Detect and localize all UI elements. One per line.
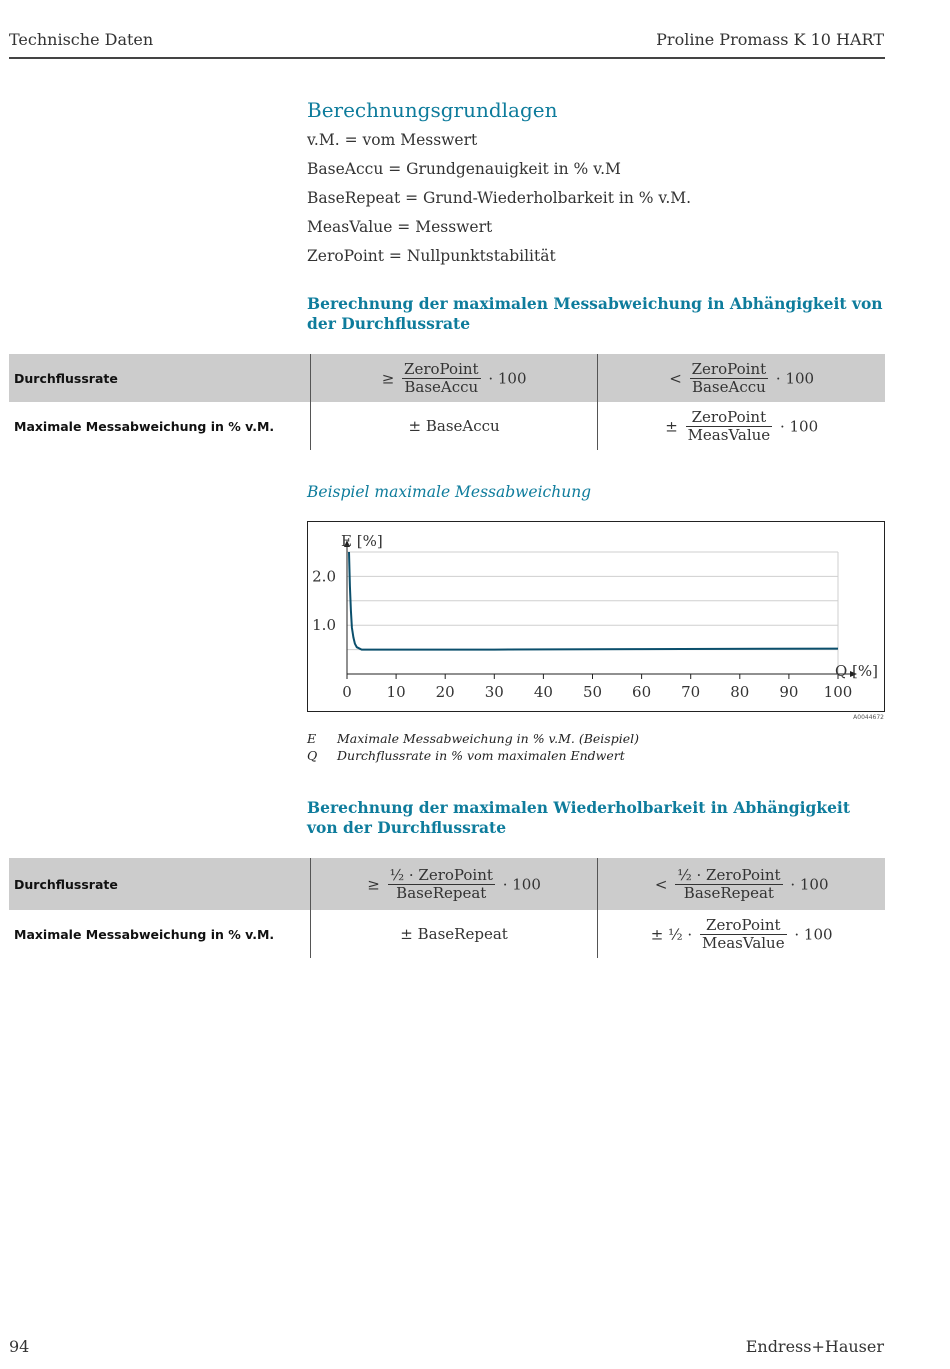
- row-label: Durchflussrate: [9, 858, 310, 910]
- formula-prefix: ±: [665, 417, 678, 435]
- repeat-table: [9, 858, 885, 958]
- definition-item: BaseRepeat = Grund-Wiederholbarkeit in % v.M.: [307, 189, 692, 207]
- fraction-numerator: ½ · ZeroPoint: [389, 865, 493, 884]
- formula-prefix: ≥: [367, 875, 380, 893]
- error-chart: [308, 522, 884, 711]
- fraction-denominator: BaseRepeat: [683, 883, 774, 902]
- x-tick-label: 20: [435, 683, 455, 701]
- header-section-title: Technische Daten: [9, 30, 154, 49]
- fraction-numerator: ½ · ZeroPoint: [677, 865, 781, 884]
- table-row: [9, 858, 885, 910]
- definitions-list: [307, 130, 885, 275]
- fraction: [700, 917, 787, 952]
- fraction-numerator: ZeroPoint: [686, 409, 773, 427]
- x-tick-label: 0: [342, 683, 352, 701]
- row-label: Maximale Messabweichung in % v.M.: [14, 418, 275, 434]
- legend-item: [307, 748, 625, 763]
- header-divider: [9, 57, 885, 59]
- figure-title: Beispiel maximale Messabweichung: [307, 483, 592, 501]
- accuracy-table: [9, 354, 885, 450]
- fraction-denominator: MeasValue: [701, 933, 785, 952]
- definition-item: v.M. = vom Messwert: [307, 131, 478, 149]
- section-title: Berechnungsgrundlagen: [307, 98, 558, 122]
- y-tick-label: 1.0: [312, 616, 336, 635]
- legend-key: Q: [307, 748, 318, 763]
- legend-text: Durchflussrate in % vom maximalen Endwert: [337, 748, 625, 763]
- fraction: [675, 867, 782, 902]
- legend-key: E: [307, 731, 317, 746]
- fraction-denominator: BaseAccu: [691, 377, 766, 396]
- fraction-numerator: ZeroPoint: [691, 359, 767, 378]
- chart-frame: [307, 521, 885, 712]
- accuracy-heading: Berechnung der maximalen Messabweichung in Abhängigkeit von der Durchflussrate: [307, 294, 883, 333]
- fraction-denominator: MeasValue: [687, 425, 771, 444]
- x-axis-label: Q [%]: [834, 662, 878, 680]
- formula-suffix: · 100: [502, 875, 541, 893]
- formula-prefix: <: [669, 369, 682, 387]
- page-number: 94: [9, 1337, 30, 1356]
- repeat-heading: Berechnung der maximalen Wiederholbarkeit in Abhängigkeit von der Durchflussrate: [307, 798, 850, 837]
- table-row: [9, 910, 885, 958]
- fraction-denominator: BaseAccu: [404, 377, 479, 396]
- x-tick-label: 30: [484, 683, 504, 701]
- legend-item: [307, 731, 639, 746]
- formula-prefix: ± ½ ·: [650, 925, 693, 943]
- formula-cell: [598, 354, 885, 402]
- y-axis-label: E [%]: [341, 532, 383, 550]
- row-label: Maximale Messabweichung in % v.M.: [14, 926, 275, 942]
- formula-cell: [598, 910, 885, 958]
- fraction: [686, 409, 773, 444]
- formula-prefix: ≥: [381, 369, 395, 387]
- x-tick-label: 60: [632, 683, 652, 701]
- fraction: [690, 361, 769, 396]
- definition-item: ZeroPoint = Nullpunktstabilität: [307, 247, 556, 265]
- formula-suffix: · 100: [790, 875, 829, 893]
- fraction-numerator: ZeroPoint: [404, 359, 479, 378]
- fraction-numerator: ZeroPoint: [700, 917, 787, 935]
- formula-prefix: <: [654, 875, 668, 893]
- formula-cell: [310, 858, 598, 910]
- x-tick-label: 10: [386, 683, 406, 701]
- x-tick-label: 100: [823, 683, 853, 701]
- formula-suffix: · 100: [488, 369, 527, 387]
- x-tick-label: 90: [779, 683, 799, 701]
- figure-id: A0044672: [853, 714, 884, 721]
- row-label: Durchflussrate: [9, 354, 310, 402]
- formula-suffix: · 100: [794, 925, 833, 943]
- formula-cell: [310, 354, 598, 402]
- definition-item: BaseAccu = Grundgenauigkeit in % v.M: [307, 160, 621, 178]
- x-tick-label: 50: [582, 683, 603, 701]
- table-row: [9, 354, 885, 402]
- formula-cell: [598, 858, 885, 910]
- x-tick-label: 80: [730, 683, 750, 701]
- formula-cell: [598, 402, 885, 450]
- legend-text: Maximale Messabweichung in % v.M. (Beispiel): [337, 731, 639, 746]
- y-tick-label: 2.0: [312, 567, 336, 586]
- fraction: [388, 867, 495, 902]
- table-row: [9, 402, 885, 450]
- fraction-denominator: BaseRepeat: [396, 883, 487, 902]
- x-tick-label: 40: [533, 683, 553, 701]
- formula-cell: ± BaseAccu: [310, 402, 598, 450]
- header-product-name: Proline Promass K 10 HART: [656, 30, 884, 49]
- formula-cell: ± BaseRepeat: [310, 910, 598, 958]
- fraction: [402, 361, 481, 396]
- formula-suffix: · 100: [779, 417, 819, 435]
- definition-item: MeasValue = Messwert: [307, 218, 493, 236]
- footer-brand: Endress+Hauser: [745, 1337, 884, 1356]
- x-tick-label: 70: [681, 683, 701, 701]
- formula-suffix: · 100: [775, 369, 815, 387]
